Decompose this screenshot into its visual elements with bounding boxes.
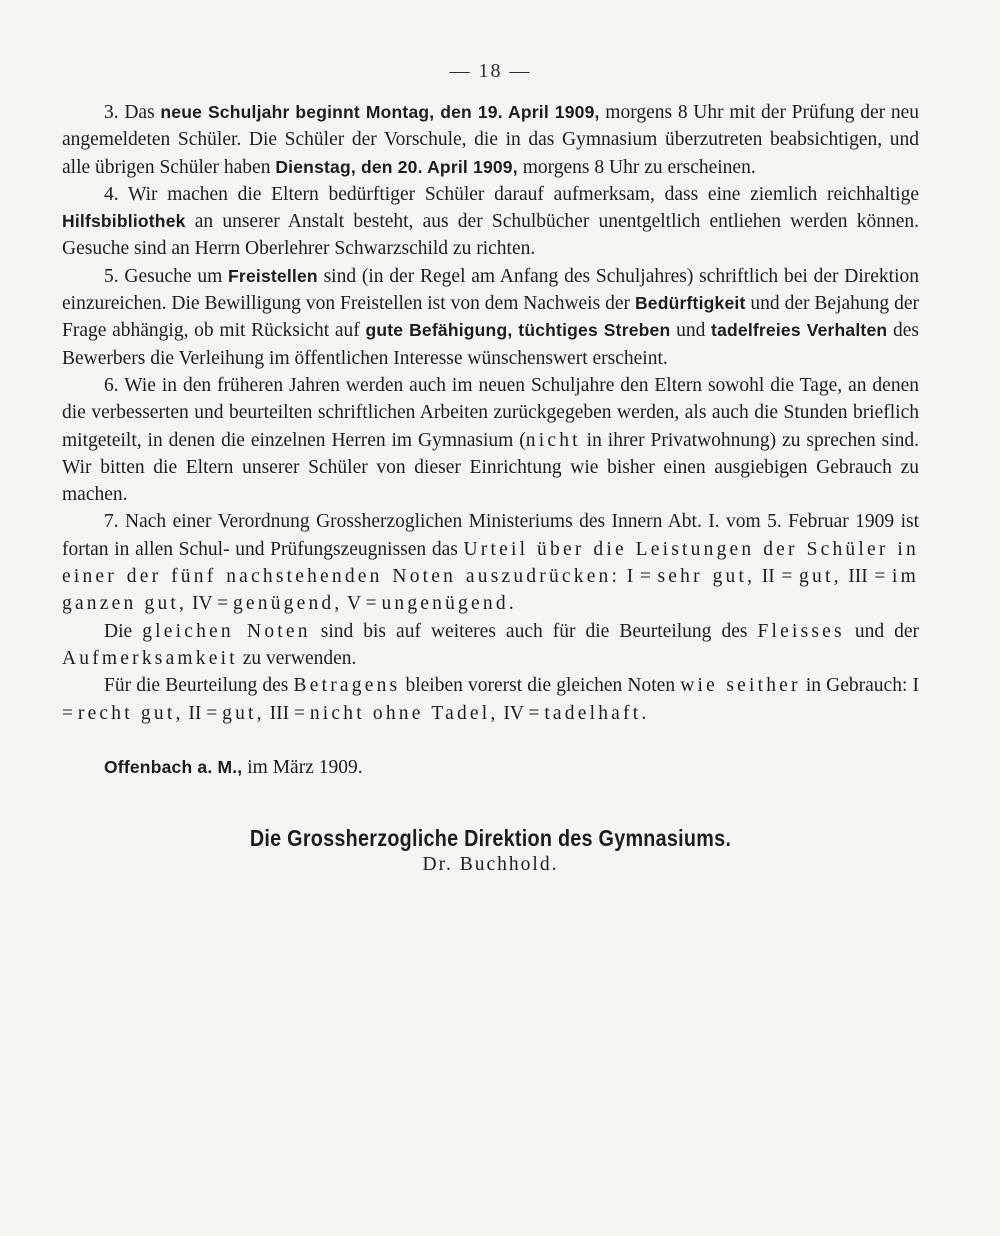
paragraph-4: 4. Wir machen die Eltern bedürftiger Schüler darauf aufmerksam, dass eine ziemlich reichhaltige Hilfsbibliothek an unserer Anstalt besteht, aus der Schulbücher unentgeltlich entliehen werden können. Gesuche sind an Herrn Oberlehrer Schwarzschild zu richten.: [62, 183, 919, 260]
paragraph-5: 5. Gesuche um Freistellen sind (in der Regel am Anfang des Schuljahres) schriftlich bei der Direktion einzureichen. Die Bewilligung von Freistellen ist von dem Nachweis der Bedürftigkeit und der Bejahung der Frage abhängig, ob mit Rücksicht auf gute Befähigung, tüchtiges Streben und tadelfreies Verhalten des Bewerbers die Verleihung im öffentlichen Interesse wünschenswert erscheint.: [62, 265, 919, 369]
page: [62, 60, 919, 876]
paragraph-3: 3. Das neue Schuljahr beginnt Montag, den 19. April 1909, morgens 8 Uhr mit der Prüfung der neu angemeldeten Schüler. Die Schüler der Vorschule, die in das Gymnasium überzutreten beabsichtigen, und alle übrigen Schüler haben Dienstag, den 20. April 1909, morgens 8 Uhr zu erscheinen.: [62, 102, 919, 178]
paragraph-grades-diligence: Die gleichen Noten sind bis auf weiteres auch für die Beurteilung des Fleisses und der Aufmerksamkeit zu verwenden.: [62, 620, 919, 669]
signature-name: Dr. Buchhold.: [422, 853, 559, 875]
paragraph-6: 6. Wie in den früheren Jahren werden auch im neuen Schuljahre den Eltern sowohl die Tage, an denen die verbesserten und beurteilten schriftlichen Arbeiten zurückgegeben werden, als auch die Stunden brieflich mitgeteilt, in denen die einzelnen Herren im Gymnasium (nicht in ihrer Privatwohnung) zu sprechen sind. Wir bitten die Eltern unserer Schüler von dieser Einrichtung wie bisher einen ausgiebigen Gebrauch zu machen.: [62, 374, 920, 506]
paragraph-grades-conduct: Für die Beurteilung des Betragens bleiben vorerst die gleichen Noten wie seither in Gebrauch: I = recht gut, II = gut, III = nicht ohne Tadel, IV = tadelhaft.: [62, 675, 920, 724]
paragraph-7: 7. Nach einer Verordnung Grossherzoglichen Ministeriums des Innern Abt. I. vom 5. Februar 1909 ist fortan in allen Schul- und Prüfungszeugnissen das Urteil über die Leistungen der Schüler in einer der fünf nachstehenden Noten auszudrücken: I = sehr gut, II = gut, III = im ganzen gut, IV = genügend, V = ungenügend.: [62, 511, 919, 615]
signature-title: Die Grossherzogliche Direktion des Gymnasiums.: [249, 824, 732, 851]
page-number: — 18 —: [449, 60, 532, 82]
place-and-date: Offenbach a. M., im März 1909.: [104, 756, 363, 778]
